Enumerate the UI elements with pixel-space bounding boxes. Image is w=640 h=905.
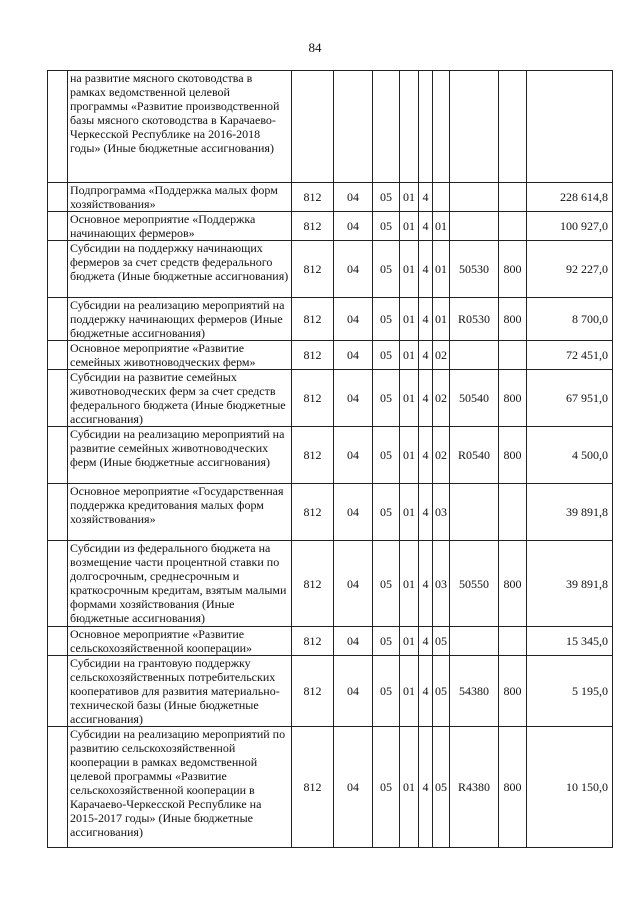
table-row [48, 627, 613, 656]
admin-code-cell: 812 [292, 183, 334, 212]
direction-code-cell [450, 71, 499, 183]
table-row [48, 656, 613, 727]
section-code-cell: 04 [334, 341, 373, 370]
admin-code-cell: 812 [292, 341, 334, 370]
program-code-cell: 01 [400, 241, 419, 298]
page-number: 84 [308, 40, 322, 55]
row-margin-cell [48, 627, 68, 656]
direction-code-cell: 50550 [450, 541, 499, 627]
row-margin-cell [48, 212, 68, 241]
program-code-cell: 01 [400, 727, 419, 848]
subprogram-code-cell: 4 [419, 541, 433, 627]
event-code-cell: 05 [433, 656, 450, 727]
expense-type-cell [499, 183, 527, 212]
subprogram-code-cell: 4 [419, 727, 433, 848]
subsection-code-cell: 05 [373, 427, 400, 484]
budget-table [47, 70, 613, 848]
subprogram-code-cell: 4 [419, 370, 433, 427]
event-code-cell [433, 71, 450, 183]
amount-cell: 15 345,0 [527, 627, 613, 656]
table-row [48, 370, 613, 427]
expense-type-cell [499, 71, 527, 183]
table-row [48, 183, 613, 212]
event-code-cell: 03 [433, 541, 450, 627]
subprogram-code-cell: 4 [419, 656, 433, 727]
program-code-cell: 01 [400, 627, 419, 656]
subsection-code-cell: 05 [373, 241, 400, 298]
section-code-cell: 04 [334, 484, 373, 541]
table-row [48, 341, 613, 370]
program-code-cell: 01 [400, 427, 419, 484]
table-row [48, 727, 613, 848]
expense-type-cell: 800 [499, 541, 527, 627]
row-margin-cell [48, 370, 68, 427]
event-code-cell: 05 [433, 727, 450, 848]
row-margin-cell [48, 427, 68, 484]
event-code-cell: 03 [433, 484, 450, 541]
admin-code-cell: 812 [292, 656, 334, 727]
row-description: Основное мероприятие «Поддержка начинающих фермеров» [68, 212, 292, 241]
amount-cell [527, 71, 613, 183]
subsection-code-cell: 05 [373, 212, 400, 241]
row-margin-cell [48, 71, 68, 183]
row-description: Подпрограмма «Поддержка малых форм хозяйствования» [68, 183, 292, 212]
program-code-cell: 01 [400, 183, 419, 212]
section-code-cell: 04 [334, 627, 373, 656]
row-description: Основное мероприятие «Развитие сельскохозяйственной кооперации» [68, 627, 292, 656]
event-code-cell: 05 [433, 627, 450, 656]
direction-code-cell [450, 212, 499, 241]
row-margin-cell [48, 298, 68, 341]
direction-code-cell: R0530 [450, 298, 499, 341]
program-code-cell: 01 [400, 298, 419, 341]
direction-code-cell [450, 627, 499, 656]
admin-code-cell: 812 [292, 727, 334, 848]
direction-code-cell: 54380 [450, 656, 499, 727]
amount-cell: 67 951,0 [527, 370, 613, 427]
program-code-cell: 01 [400, 341, 419, 370]
expense-type-cell [499, 341, 527, 370]
subsection-code-cell: 05 [373, 370, 400, 427]
admin-code-cell: 812 [292, 541, 334, 627]
amount-cell: 39 891,8 [527, 484, 613, 541]
expense-type-cell: 800 [499, 241, 527, 298]
expense-type-cell: 800 [499, 298, 527, 341]
direction-code-cell: R4380 [450, 727, 499, 848]
expense-type-cell: 800 [499, 427, 527, 484]
row-margin-cell [48, 183, 68, 212]
table-row [48, 541, 613, 627]
expense-type-cell [499, 484, 527, 541]
row-margin-cell [48, 727, 68, 848]
section-code-cell: 04 [334, 183, 373, 212]
section-code-cell: 04 [334, 298, 373, 341]
table-row [48, 484, 613, 541]
row-description: Субсидии на реализацию мероприятий по развитию сельскохозяйственной кооперации в рамках ведомственной целевой программы «Развитие сельскохозяйственной кооперации в Карачаево-Черкесской Республике на 2015-2017 годы» (Иные бюджетные ассигнования) [68, 727, 292, 848]
amount-cell: 5 195,0 [527, 656, 613, 727]
row-description: Субсидии на поддержку начинающих фермеров за счет средств федерального бюджета (Иные бюджетные ассигнования) [68, 241, 292, 298]
row-description: Субсидии на реализацию мероприятий на поддержку начинающих фермеров (Иные бюджетные ассигнования) [68, 298, 292, 341]
row-margin-cell [48, 341, 68, 370]
table-row [48, 71, 613, 183]
subsection-code-cell: 05 [373, 341, 400, 370]
section-code-cell: 04 [334, 370, 373, 427]
table-row [48, 212, 613, 241]
admin-code-cell: 812 [292, 298, 334, 341]
section-code-cell: 04 [334, 427, 373, 484]
subsection-code-cell: 05 [373, 298, 400, 341]
section-code-cell: 04 [334, 656, 373, 727]
event-code-cell: 02 [433, 341, 450, 370]
admin-code-cell [292, 71, 334, 183]
admin-code-cell: 812 [292, 370, 334, 427]
row-description: Субсидии из федерального бюджета на возмещение части процентной ставки по долгосрочным, среднесрочным и краткосрочным кредитам, взятым малыми формами хозяйствования (Иные бюджетные ассигнования) [68, 541, 292, 627]
row-description: Основное мероприятие «Государственная поддержка кредитования малых форм хозяйствования» [68, 484, 292, 541]
program-code-cell: 01 [400, 212, 419, 241]
subprogram-code-cell: 4 [419, 241, 433, 298]
subprogram-code-cell: 4 [419, 427, 433, 484]
expense-type-cell [499, 627, 527, 656]
table-row [48, 427, 613, 484]
admin-code-cell: 812 [292, 484, 334, 541]
program-code-cell: 01 [400, 484, 419, 541]
subsection-code-cell: 05 [373, 541, 400, 627]
program-code-cell: 01 [400, 541, 419, 627]
amount-cell: 72 451,0 [527, 341, 613, 370]
amount-cell: 8 700,0 [527, 298, 613, 341]
direction-code-cell: R0540 [450, 427, 499, 484]
event-code-cell: 02 [433, 370, 450, 427]
event-code-cell [433, 183, 450, 212]
expense-type-cell: 800 [499, 727, 527, 848]
section-code-cell: 04 [334, 241, 373, 298]
amount-cell: 228 614,8 [527, 183, 613, 212]
expense-type-cell: 800 [499, 370, 527, 427]
subsection-code-cell: 05 [373, 727, 400, 848]
row-description: Субсидии на грантовую поддержку сельскохозяйственных потребительских кооперативов для развития материально-технической базы (Иные бюджетные ассигнования) [68, 656, 292, 727]
amount-cell: 100 927,0 [527, 212, 613, 241]
subsection-code-cell: 05 [373, 627, 400, 656]
subprogram-code-cell: 4 [419, 484, 433, 541]
admin-code-cell: 812 [292, 427, 334, 484]
program-code-cell: 01 [400, 370, 419, 427]
event-code-cell: 01 [433, 241, 450, 298]
table-row [48, 298, 613, 341]
subprogram-code-cell: 4 [419, 183, 433, 212]
row-description: на развитие мясного скотоводства в рамках ведомственной целевой программы «Развитие производственной базы мясного скотоводства в Карачаево-Черкесской Республике на 2016-2018 годы» (Иные бюджетные ассигнования) [68, 71, 292, 183]
row-margin-cell [48, 541, 68, 627]
subprogram-code-cell: 4 [419, 627, 433, 656]
event-code-cell: 01 [433, 298, 450, 341]
row-description: Основное мероприятие «Развитие семейных животноводческих ферм» [68, 341, 292, 370]
row-description: Субсидии на реализацию мероприятий на развитие семейных животноводческих ферм (Иные бюджетные ассигнования) [68, 427, 292, 484]
direction-code-cell [450, 341, 499, 370]
subsection-code-cell: 05 [373, 656, 400, 727]
section-code-cell: 04 [334, 212, 373, 241]
row-description: Субсидии на развитие семейных животноводческих ферм за счет средств федерального бюджета (Иные бюджетные ассигнования) [68, 370, 292, 427]
subprogram-code-cell: 4 [419, 212, 433, 241]
amount-cell: 39 891,8 [527, 541, 613, 627]
subprogram-code-cell [419, 71, 433, 183]
program-code-cell: 01 [400, 656, 419, 727]
row-margin-cell [48, 241, 68, 298]
section-code-cell: 04 [334, 541, 373, 627]
subsection-code-cell: 05 [373, 183, 400, 212]
direction-code-cell [450, 183, 499, 212]
row-margin-cell [48, 484, 68, 541]
program-code-cell [400, 71, 419, 183]
admin-code-cell: 812 [292, 212, 334, 241]
table-row [48, 241, 613, 298]
subsection-code-cell [373, 71, 400, 183]
section-code-cell [334, 71, 373, 183]
admin-code-cell: 812 [292, 627, 334, 656]
event-code-cell: 02 [433, 427, 450, 484]
amount-cell: 10 150,0 [527, 727, 613, 848]
section-code-cell: 04 [334, 727, 373, 848]
subsection-code-cell: 05 [373, 484, 400, 541]
row-margin-cell [48, 656, 68, 727]
expense-type-cell: 800 [499, 656, 527, 727]
admin-code-cell: 812 [292, 241, 334, 298]
subprogram-code-cell: 4 [419, 298, 433, 341]
amount-cell: 92 227,0 [527, 241, 613, 298]
direction-code-cell: 50530 [450, 241, 499, 298]
direction-code-cell: 50540 [450, 370, 499, 427]
subprogram-code-cell: 4 [419, 341, 433, 370]
expense-type-cell [499, 212, 527, 241]
event-code-cell: 01 [433, 212, 450, 241]
direction-code-cell [450, 484, 499, 541]
amount-cell: 4 500,0 [527, 427, 613, 484]
